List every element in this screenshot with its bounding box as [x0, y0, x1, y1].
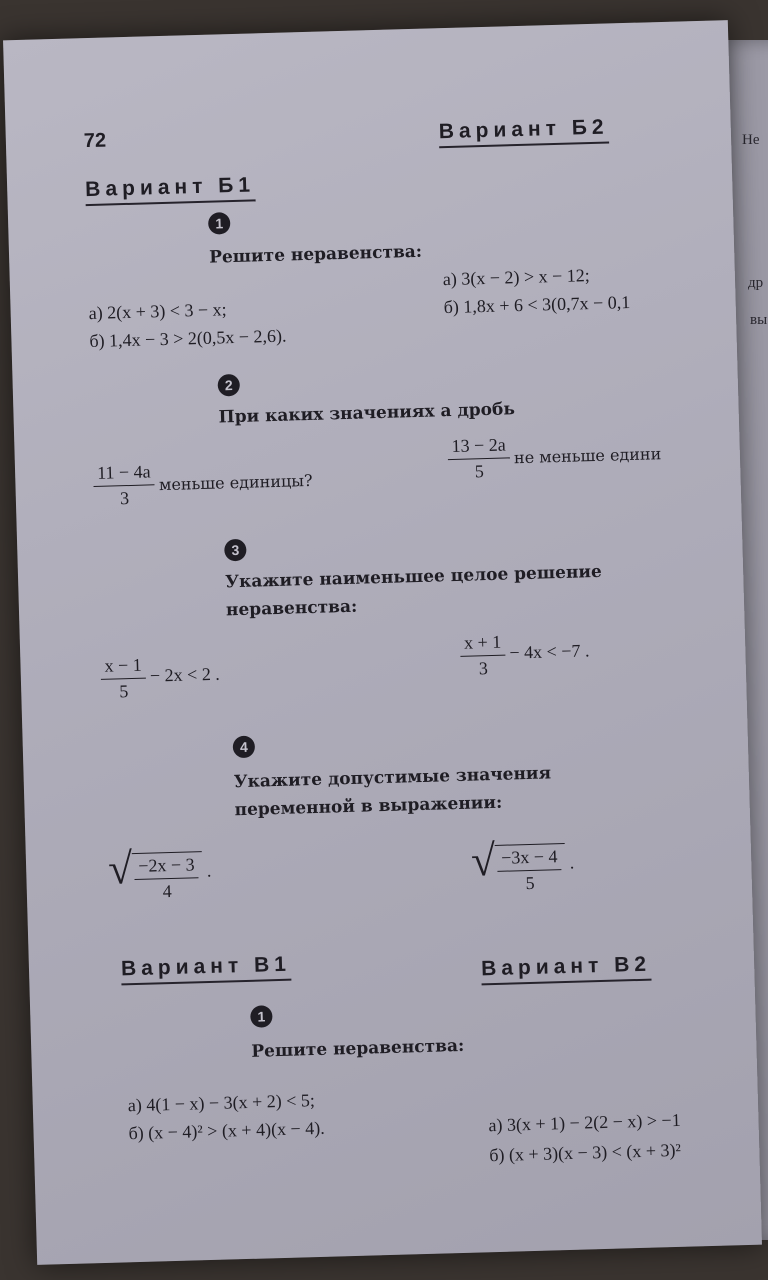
b1-task2-instruction: При каких значениях a дробь — [218, 399, 516, 428]
b1-task1-b: б) 1,4x − 3 > 2(0,5x − 2,6). — [89, 325, 287, 352]
edge-text-mid1: др — [748, 275, 764, 291]
b1-task4-instruction-2: переменной в выражении: — [234, 792, 503, 821]
b1-task3-instruction-2: неравенства: — [225, 596, 358, 621]
b2-task4-expression — [471, 837, 575, 896]
b1-task4-denominator: 4 — [162, 880, 172, 902]
b2-task4-numerator: −3x − 4 — [497, 846, 562, 872]
c1-task1-badge: 1 — [250, 1005, 273, 1028]
page-number: 72 — [83, 129, 107, 153]
b1-task3-fraction — [100, 655, 146, 703]
b2-task2-denominator: 5 — [474, 461, 485, 482]
b1-task4-expression — [108, 845, 212, 904]
b1-task3-instruction-1: Укажите наименьшее целое решение — [224, 561, 603, 593]
b1-task3-badge: 3 — [224, 539, 247, 562]
b2-task2-fraction — [447, 434, 510, 483]
b2-task2-numerator: 13 − 2a — [447, 434, 510, 460]
b1-task2-badge: 2 — [217, 374, 240, 397]
book-page — [3, 20, 762, 1265]
b1-task2-text: меньше единицы? — [158, 470, 313, 495]
b2-task4-sqrt — [471, 837, 567, 896]
b2-task1-a: а) 3(x − 2) > x − 12; — [442, 265, 591, 290]
b1-task2-numerator: 11 − 4a — [93, 461, 155, 487]
b1-task3-denominator: 5 — [119, 681, 129, 702]
b2-task4-radical-sign: √ — [470, 835, 496, 886]
b1-task2-denominator: 3 — [119, 488, 130, 509]
b2-task4-end: . — [569, 852, 575, 873]
c1-task1-a: а) 4(1 − x) − 3(x + 2) < 5; — [127, 1090, 316, 1116]
b1-task3-numerator: x − 1 — [100, 655, 146, 680]
variant-b2-title: Вариант Б2 — [438, 115, 609, 148]
b2-task3-expression — [460, 629, 590, 680]
b1-task2-expression — [93, 457, 313, 510]
c2-task1-a: а) 3(x + 1) − 2(2 − x) > −1 — [488, 1109, 681, 1136]
b1-task4-end: . — [206, 860, 212, 881]
b2-task3-numerator: x + 1 — [460, 632, 506, 657]
b1-task4-radical-sign: √ — [107, 844, 134, 894]
c2-task1-b: б) (x + 3)(x − 3) < (x + 3)² — [489, 1139, 682, 1166]
b2-task3-denominator: 3 — [478, 658, 489, 679]
b2-task3-fraction — [460, 632, 506, 680]
variant-c2-title: Вариант В2 — [481, 953, 652, 986]
edge-text-top: Не — [742, 132, 760, 148]
b2-task1-b: б) 1,8x + 6 < 3(0,7x − 0,1 — [443, 291, 631, 318]
b2-task4-denominator: 5 — [525, 872, 535, 894]
edge-text-mid2: вы — [750, 312, 768, 328]
b1-task1-badge: 1 — [208, 212, 231, 235]
b1-task4-sqrt — [108, 845, 204, 904]
b1-task4-numerator: −2x − 3 — [134, 854, 199, 880]
b1-task3-expression — [100, 653, 220, 703]
b1-task4-instruction-1: Укажите допустимые значения — [233, 763, 552, 793]
b1-task3-rest: − 2x < 2 . — [149, 663, 221, 686]
b1-task1-a: а) 2(x + 3) < 3 − x; — [88, 299, 227, 324]
variant-b1-title: Вариант Б1 — [85, 173, 256, 206]
b2-task2-expression — [447, 430, 662, 483]
c1-task1-instruction: Решите неравенства: — [251, 1035, 465, 1062]
b1-task4-badge: 4 — [233, 736, 256, 759]
b2-task3-rest: − 4x < −7 . — [509, 640, 590, 663]
b2-task2-text: не меньше едини — [513, 444, 662, 468]
c1-task1-b: б) (x − 4)² > (x + 4)(x − 4). — [128, 1117, 325, 1144]
variant-c1-title: Вариант В1 — [121, 953, 292, 986]
b1-task1-instruction: Решите неравенства: — [208, 241, 423, 268]
b1-task2-fraction — [93, 461, 156, 510]
